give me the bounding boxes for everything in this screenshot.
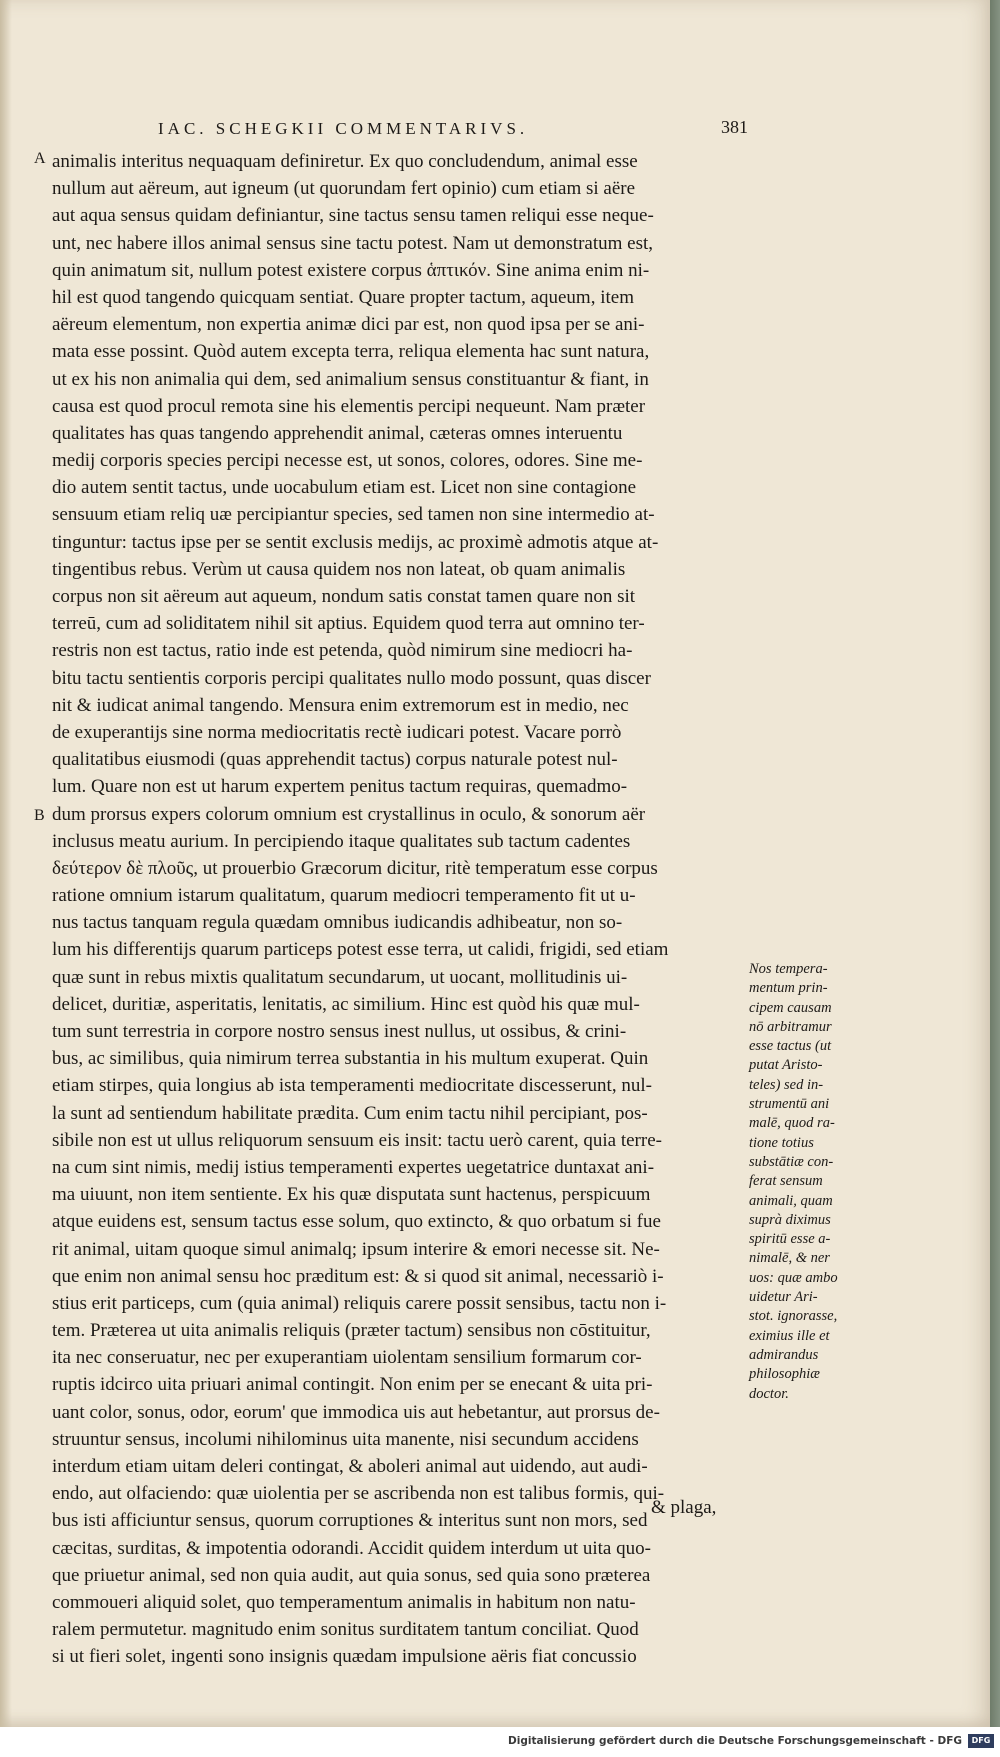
text-line: bus, ac similibus, quia nimirum terrea substantia in his multum exuperat. Quin — [52, 1048, 649, 1070]
text-line: terreū, cum ad soliditatem nihil sit aptius. Equidem quod terra aut omnino ter- — [52, 613, 645, 635]
marginal-note-line: teles) sed in- — [749, 1076, 824, 1093]
text-line: causa est quod procul remota sine his elementis percipi nequeunt. Nam præter — [52, 395, 646, 417]
text-line: ita nec conseruatur, nec per exuperantiam uiolentam sensilium formarum cor- — [52, 1347, 642, 1369]
marginal-note-line: uos: quæ ambo — [749, 1269, 838, 1286]
text-line: tem. Præterea ut uita animalis reliquis (præter tactum) sensibus non cōstituitur, — [52, 1320, 651, 1342]
text-line: restris non est tactus, ratio inde est petenda, quòd nimirum sine mediocri ha- — [52, 640, 633, 662]
marginal-note-line: spiritū esse a- — [749, 1231, 831, 1248]
text-line: que priuetur animal, sed non quia audit, aut quia sonus, sed quia sono præterea — [52, 1564, 651, 1586]
marginal-note-line: tione totius — [749, 1134, 814, 1151]
marginal-note-line: admirandus — [749, 1346, 819, 1363]
text-line: nullum aut aëreum, aut igneum (ut quorundam fert opinio) cum etiam si aëre — [52, 178, 636, 200]
text-line: nit & iudicat animal tangendo. Mensura enim extremorum est in medio, nec — [52, 694, 629, 716]
body-text — [52, 148, 752, 1671]
text-line: sensuum etiam reliq uæ percipiantur species, sed tamen non sine intermedio at- — [52, 504, 655, 526]
text-line: sibile non est ut ullus reliquorum sensuum eis insit: tactu uerò carent, quia terre- — [52, 1129, 662, 1151]
text-line: dio autem sentit tactus, unde uocabulum etiam est. Licet non sine contagione — [52, 477, 637, 499]
text-line: cæcitas, surditas, & impotentia odorandi. Accidit quidem interdum ut uita quo- — [52, 1537, 651, 1559]
marginal-note-line: suprà diximus — [749, 1211, 831, 1228]
marginal-note-line: animali, quam — [749, 1192, 833, 1209]
text-line: bus isti afficiuntur sensus, quorum corruptiones & interitus sunt non mors, sed — [52, 1510, 648, 1532]
text-line: que enim non animal sensu hoc præditum est: & si quod sit animal, necessariò i- — [52, 1265, 664, 1287]
text-line: struuntur sensus, incolumi nihilominus uita manente, nisi secundum accidens — [52, 1428, 639, 1450]
text-line: qualitates has quas tangendo apprehendit animal, cæteras omnes interuentu — [52, 422, 623, 444]
marginal-note-line: ferat sensum — [749, 1173, 823, 1190]
text-line: ratione omnium istarum qualitatum, quarum mediocri temperamento fit ut u- — [52, 885, 636, 907]
marginal-note-line: doctor. — [749, 1385, 789, 1402]
book-cover-edge — [990, 0, 1000, 1727]
text-line: de exuperantijs sine norma mediocritatis rectè iudicari potest. Vacare porrò — [52, 721, 622, 743]
text-line: interdum etiam uitam deleri contingat, & aboleri animal aut uidendo, aut audi- — [52, 1456, 648, 1477]
text-line: etiam stirpes, quia longius ab ista temperamenti mediocritate discesserunt, nul- — [52, 1075, 652, 1097]
text-line: lum his differentijs quarum particeps potest esse terra, ut calidi, frigidi, sed etiam — [52, 939, 669, 961]
catchword: & plaga, — [651, 1497, 717, 1518]
marginal-note-line: philosophiæ — [749, 1366, 820, 1383]
text-line: atque euidens est, sensum tactus esse solum, quo extincto, & quo orbatum si fue — [52, 1211, 661, 1233]
funding-credit: Digitalisierung gefördert durch die Deutsche Forschungsgemeinschaft - DFG — [508, 1735, 962, 1747]
text-line: bitu tactu sentientis corporis percipi qualitates nullo modo possunt, quas discer — [52, 667, 651, 689]
text-line: rit animal, uitam quoque simul animalq; ipsum interire & emori necesse sit. Ne- — [52, 1238, 660, 1260]
section-marker-a: A — [34, 150, 46, 167]
marginal-note-line: nō arbitramur — [749, 1018, 832, 1035]
marginal-note-line: uidetur Ari- — [749, 1289, 818, 1306]
marginal-note-line: eximius ille et — [749, 1327, 830, 1344]
text-line: aut aqua sensus quidam definiantur, sine tactus sensu tamen reliqui esse neque- — [52, 205, 654, 227]
marginal-note-line: mentum prin- — [749, 980, 828, 997]
page-number: 381 — [721, 117, 748, 137]
text-line: hil est quod tangendo quicquam sentiat. Quare propter tactum, aqueum, item — [52, 286, 634, 308]
text-line: ut ex his non animalia qui dem, sed animalium sensus constituantur & fiant, in — [52, 368, 649, 390]
text-line: dum prorsus expers colorum omnium est crystallinus in oculo, & sonorum aër — [52, 803, 646, 825]
text-line: endo, aut olfaciendo: quæ uiolentia per se ascribenda non est talibus formis, qui- — [52, 1483, 665, 1505]
marginal-note-line: nimalē, & ner — [749, 1250, 830, 1267]
text-line: delicet, duritiæ, asperitatis, lenitatis, ac similium. Hinc est quòd his quæ mul- — [52, 993, 640, 1015]
marginal-note-line: malē, quod ra- — [749, 1115, 835, 1132]
text-line: qualitatibus eiusmodi (quas apprehendit tactus) corpus naturale potest nul- — [52, 749, 618, 771]
text-line: la sunt ad sentiendum habilitate prædita. Cum enim tactu nihil percipiant, pos- — [52, 1102, 648, 1124]
text-line: quæ sunt in rebus mixtis qualitatum secundarum, ut uocant, mollitudinis ui- — [52, 966, 628, 988]
footer-bar — [0, 1727, 1000, 1757]
text-line: δεύτερον δὲ πλοῦς, ut prouerbio Græcorum dicitur, ritè temperatum esse corpus — [52, 857, 658, 879]
text-line: na cum sint nimis, medij istius temperamenti expertes uegetatrice duntaxat ani- — [52, 1156, 655, 1178]
text-line: ruptis idcirco uita priuari animal contingit. Non enim per se enecant & uita pri- — [52, 1374, 653, 1396]
text-line: unt, nec habere illos animal sensus sine tactu potest. Nam ut demonstratum est, — [52, 232, 654, 254]
text-line: tingentibus rebus. Verùm ut causa quidem nos non lateat, ob quam animalis — [52, 558, 626, 580]
marginal-note-line: cipem causam — [749, 999, 832, 1016]
text-line: animalis interitus nequaquam definiretur. Ex quo concludendum, animal esse — [52, 151, 638, 172]
text-line: aëreum elementum, non expertia animæ dici par est, non quod ipsa per se ani- — [52, 314, 645, 336]
marginal-note-line: putat Aristo- — [749, 1057, 823, 1074]
text-line: stius erit particeps, cum (quia animal) reliquis carere possit sensibus, tactu non i- — [52, 1292, 667, 1314]
text-line: inclusus meatu aurium. In percipiendo itaque qualitates sub tactum cadentes — [52, 830, 631, 852]
text-line: uant color, sonus, odor, eorum' que immodica uis aut hebetantur, aut prorsus de- — [52, 1401, 660, 1423]
dfg-logo-icon: DFG — [968, 1734, 994, 1748]
marginal-note — [749, 960, 849, 1404]
marginal-note-line: stot. ignorasse, — [749, 1308, 838, 1325]
text-line: medij corporis species percipi necesse est, ut sonos, colores, odores. Sine me- — [52, 450, 643, 472]
text-line: tum sunt terrestria in corpore nostro sensus inest nullus, ut ossibus, & crini- — [52, 1021, 627, 1042]
marginal-note-line: substātiæ con- — [749, 1153, 834, 1170]
text-line: si ut fieri solet, ingenti sono insignis quædam impulsione aëris fiat concussio — [52, 1646, 637, 1668]
running-head: IAC. SCHEGKII COMMENTARIVS. — [158, 119, 529, 138]
marginal-note-line: esse tactus (ut — [749, 1038, 832, 1055]
marginal-note-line: strumentū ani — [749, 1096, 830, 1113]
text-line: lum. Quare non est ut harum expertem penitus tactum requiras, quemadmo- — [52, 776, 628, 798]
text-line: corpus non sit aëreum aut aqueum, nondum satis constat tamen quare non sit — [52, 586, 636, 607]
text-line: ralem permutetur. magnitudo enim sonitus surditatem tantum conciliat. Quod — [52, 1619, 639, 1641]
text-line: quin animatum sit, nullum potest existere corpus ἁπτικόν. Sine anima enim ni- — [52, 259, 650, 281]
text-line: ma uiuunt, non item sentiente. Ex his quæ disputata sunt hactenus, perspicuum — [52, 1184, 651, 1206]
section-marker-b: B — [34, 807, 45, 824]
text-line: commoueri aliquid solet, quo temperamentum animalis in habitum non natu- — [52, 1591, 636, 1613]
text-line: tinguntur: tactus ipse per se sentit exclusis medijs, ac proximè admotis atque at- — [52, 531, 659, 553]
text-line: mata esse possint. Quòd autem excepta terra, reliqua elementa hac sunt natura, — [52, 341, 650, 363]
text-line: nus tactus tanquam regula quædam omnibus iudicandis adhibeatur, non so- — [52, 912, 623, 934]
marginal-note-line: Nos tempera- — [749, 961, 828, 977]
